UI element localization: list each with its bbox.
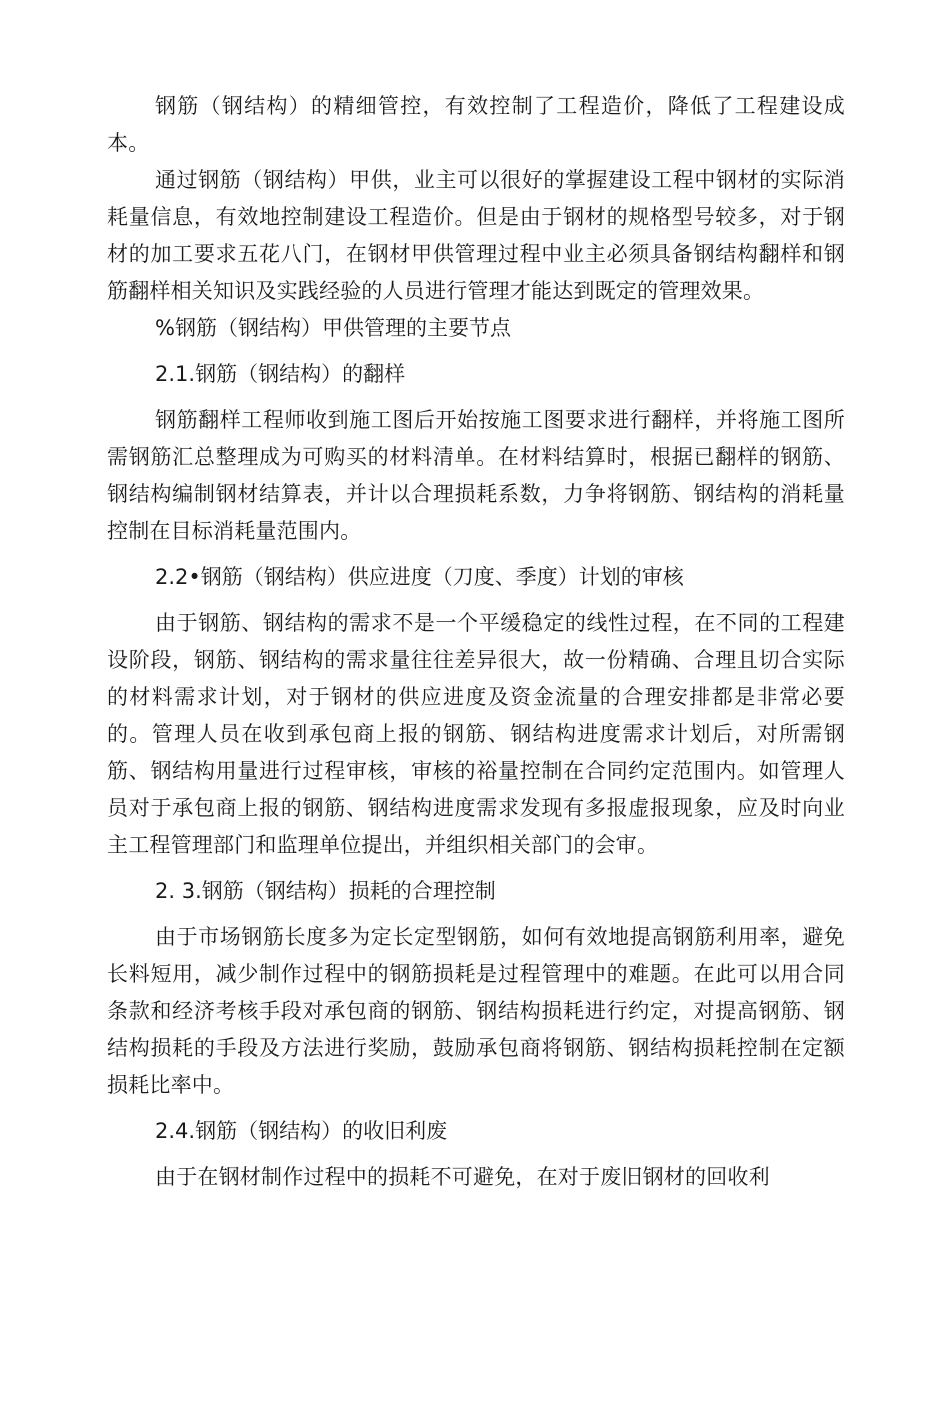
document-body [107, 88, 845, 1196]
section-heading: %钢筋（钢结构）甲供管理的主要节点 [155, 316, 511, 340]
section-heading: 2.4.钢筋（钢结构）的收旧利废 [155, 1119, 448, 1143]
section-heading: 2. 3.钢筋（钢结构）损耗的合理控制 [155, 879, 496, 903]
paragraph: 钢筋翻样工程师收到施工图后开始按施工图要求进行翻样，并将施工图所需钢筋汇总整理成为可购买的材料清单。在材料结算时，根据已翻样的钢筋、钢结构编制钢材结算表，并计以合理损耗系数，力争将钢筋、钢结构的消耗量控制在目标消耗量范围内。 [107, 408, 845, 543]
paragraph: 由于钢筋、钢结构的需求不是一个平缓稳定的线性过程，在不同的工程建设阶段，钢筋、钢结构的需求量往往差异很大，故一份精确、合理且切合实际的材料需求计划，对于钢材的供应进度及资金流量的合理安排都是非常必要的。管理人员在收到承包商上报的钢筋、钢结构进度需求计划后，对所需钢筋、钢结构用量进行过程审核，审核的裕量控制在合同约定范围内。如管理人员对于承包商上报的钢筋、钢结构进度需求发现有多报虚报现象，应及时向业主工程管理部门和监理单位提出，并组织相关部门的会审。 [107, 611, 845, 857]
paragraph: 通过钢筋（钢结构）甲供，业主可以很好的掌握建设工程中钢材的实际消耗量信息，有效地控制建设工程造价。但是由于钢材的规格型号较多，对于钢材的加工要求五花八门，在钢材甲供管理过程中业主必须具备钢结构翻样和钢筋翻样相关知识及实践经验的人员进行管理才能达到既定的管理效果。 [107, 168, 845, 303]
section-heading: 2.2•钢筋（钢结构）供应进度（刀度、季度）计划的审核 [155, 565, 684, 589]
paragraph: 钢筋（钢结构）的精细管控，有效控制了工程造价，降低了工程建设成本。 [107, 94, 845, 155]
section-heading: 2.1.钢筋（钢结构）的翻样 [155, 362, 406, 386]
paragraph: 由于市场钢筋长度多为定长定型钢筋，如何有效地提高钢筋利用率，避免长料短用，减少制作过程中的钢筋损耗是过程管理中的难题。在此可以用合同条款和经济考核手段对承包商的钢筋、钢结构损耗进行约定，对提高钢筋、钢结构损耗的手段及方法进行奖励，鼓励承包商将钢筋、钢结构损耗控制在定额损耗比率中。 [107, 925, 845, 1097]
paragraph: 由于在钢材制作过程中的损耗不可避免，在对于废旧钢材的回收利 [155, 1165, 770, 1189]
